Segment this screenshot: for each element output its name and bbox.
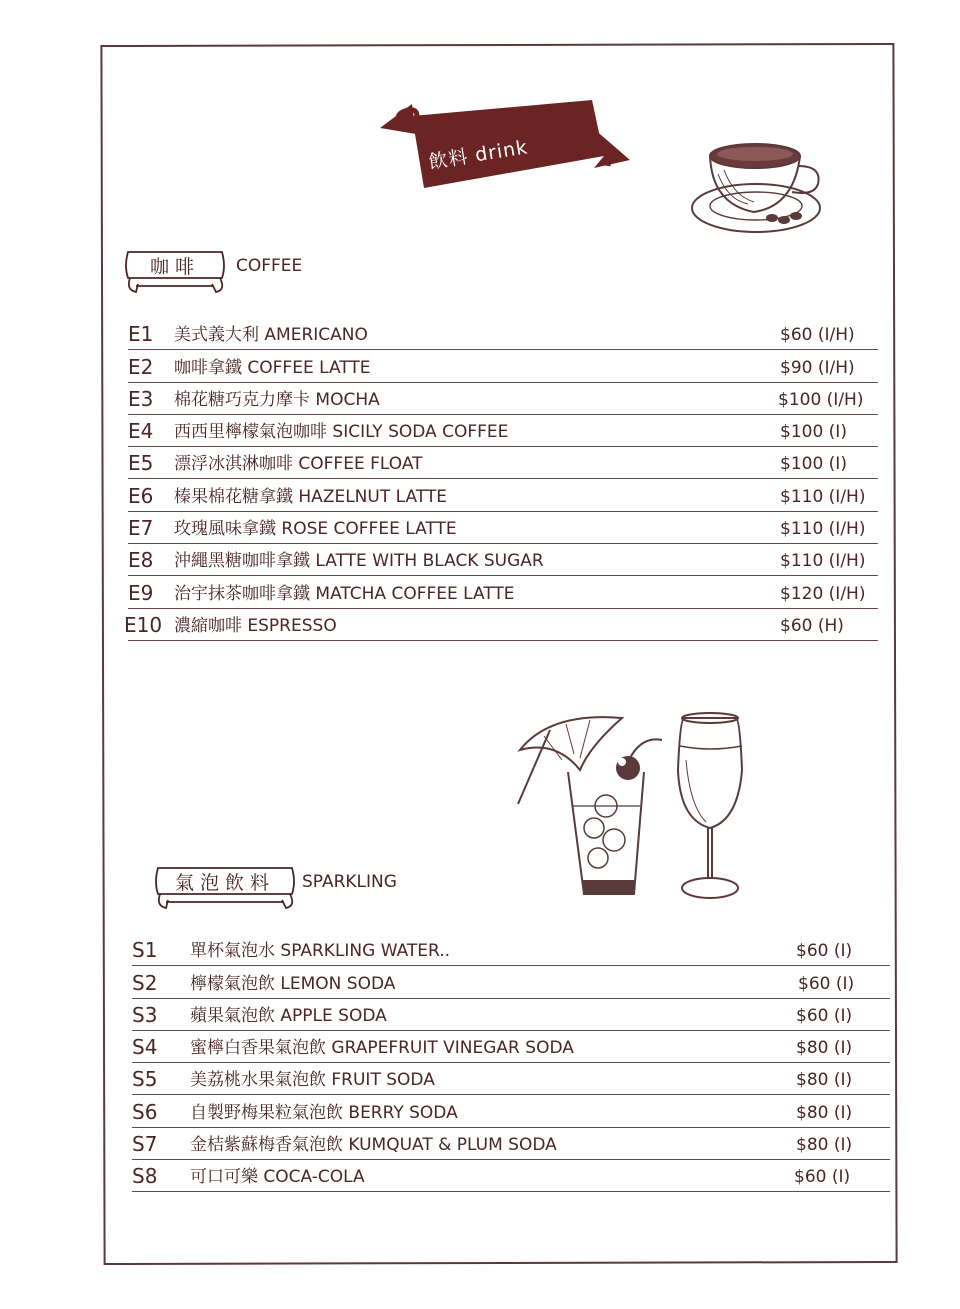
item-name: 金桔紫蘇梅香氣泡飲 KUMQUAT & PLUM SODA (190, 1135, 557, 1156)
page-title: 飲料 drink (427, 136, 530, 174)
item-price: $110 (I/H) (780, 486, 866, 507)
item-code: S4 (132, 1035, 158, 1060)
item-code: E1 (128, 322, 154, 347)
item-code: E9 (128, 580, 154, 605)
item-code: S5 (132, 1067, 158, 1092)
menu-row (128, 383, 878, 415)
cocktail-glass-icon (510, 710, 760, 910)
item-code: S7 (132, 1132, 158, 1157)
item-price: $90 (I/H) (780, 357, 855, 378)
menu-row (132, 999, 890, 1031)
item-name: 西西里檸檬氣泡咖啡 SICILY SODA COFFEE (174, 422, 509, 443)
item-price: $100 (I) (780, 422, 847, 443)
menu-row (132, 1128, 890, 1160)
coffee-cup-icon (688, 134, 828, 236)
item-name: 沖繩黑糖咖啡拿鐵 LATTE WITH BLACK SUGAR (174, 551, 544, 572)
menu-row (124, 609, 878, 641)
menu-row (128, 544, 878, 576)
sparkling-menu (132, 934, 890, 1192)
coffee-label-zh: 咖啡 (149, 256, 200, 278)
menu-row (132, 1063, 890, 1095)
coffee-menu (124, 318, 878, 641)
item-name: 漂浮冰淇淋咖啡 COFFEE FLOAT (174, 454, 423, 475)
item-price: $60 (I) (796, 1005, 853, 1026)
item-price: $60 (I) (798, 973, 855, 994)
item-name: 自製野梅果粒氣泡飲 BERRY SODA (190, 1102, 458, 1123)
item-code: S2 (132, 970, 158, 995)
item-code: E5 (128, 451, 154, 476)
item-name: 蜜檸白香果氣泡飲 GRAPEFRUIT VINEGAR SODA (190, 1038, 574, 1059)
item-name: 檸檬氣泡飲 LEMON SODA (190, 973, 396, 994)
menu-row (128, 415, 878, 447)
menu-row (132, 1095, 890, 1127)
item-price: $100 (I/H) (778, 389, 864, 410)
item-name: 蘋果氣泡飲 APPLE SODA (190, 1005, 387, 1026)
menu-row (132, 966, 890, 998)
item-name: 玫瑰風味拿鐵 ROSE COFFEE LATTE (174, 519, 457, 540)
item-code: E8 (128, 548, 154, 573)
menu-row (128, 512, 878, 544)
item-code: E2 (128, 354, 154, 379)
item-name: 可口可樂 COCA-COLA (190, 1167, 365, 1188)
menu-row (132, 934, 890, 966)
item-code: E10 (124, 612, 163, 637)
item-code: E6 (128, 483, 154, 508)
item-price: $120 (I/H) (780, 583, 866, 604)
sparkling-label-en: SPARKLING (302, 872, 397, 892)
item-code: S3 (132, 1002, 158, 1027)
item-price: $110 (I/H) (780, 551, 866, 572)
item-price: $60 (I) (796, 941, 853, 962)
menu-row (128, 479, 878, 511)
item-price: $60 (H) (780, 615, 844, 636)
sparkling-label-zh: 氣泡飲料 (174, 872, 275, 894)
menu-row (132, 1160, 890, 1192)
item-price: $110 (I/H) (780, 519, 866, 540)
sparkling-section-label (152, 862, 298, 910)
item-price: $100 (I) (780, 454, 847, 475)
item-name: 美式義大利 AMERICANO (174, 325, 368, 346)
menu-row (128, 318, 878, 350)
item-code: S6 (132, 1099, 158, 1124)
menu-row (128, 447, 878, 479)
menu-row (128, 350, 878, 382)
item-price: $60 (I/H) (780, 325, 855, 346)
coffee-section-label (122, 246, 228, 294)
item-price: $60 (I) (794, 1167, 851, 1188)
item-price: $80 (I) (796, 1135, 853, 1156)
item-name: 咖啡拿鐵 COFFEE LATTE (174, 357, 371, 378)
item-code: S1 (132, 938, 158, 963)
item-name: 濃縮咖啡 ESPRESSO (174, 615, 337, 636)
item-price: $80 (I) (796, 1070, 853, 1091)
item-price: $80 (I) (796, 1102, 853, 1123)
item-name: 治宇抹茶咖啡拿鐵 MATCHA COFFEE LATTE (174, 583, 515, 604)
menu-row (128, 576, 878, 608)
item-name: 美荔桃水果氣泡飲 FRUIT SODA (190, 1070, 435, 1091)
coffee-label-en: COFFEE (236, 256, 303, 276)
item-code: S8 (132, 1164, 158, 1189)
item-price: $80 (I) (796, 1038, 853, 1059)
item-code: E4 (128, 419, 154, 444)
item-name: 棉花糖巧克力摩卡 MOCHA (174, 389, 380, 410)
item-code: E7 (128, 516, 154, 541)
menu-row (132, 1031, 890, 1063)
item-name: 榛果棉花糖拿鐵 HAZELNUT LATTE (174, 486, 448, 507)
item-code: E3 (128, 386, 154, 411)
item-name: 單杯氣泡水 SPARKLING WATER.. (190, 941, 451, 962)
